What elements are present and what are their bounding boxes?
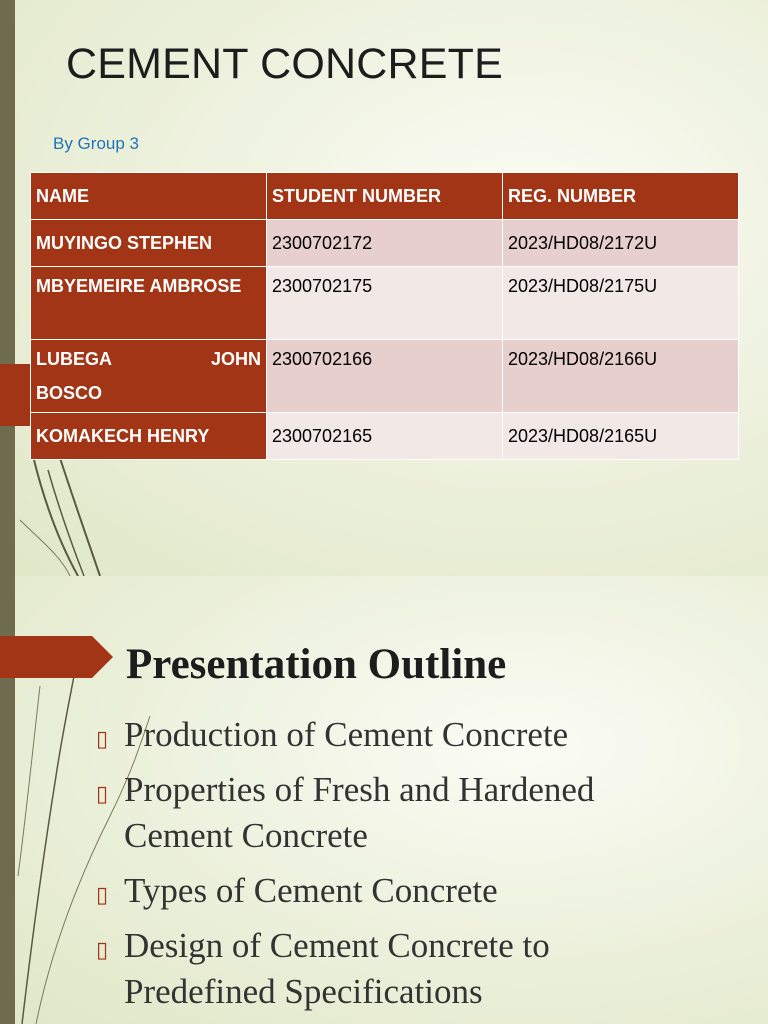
square-bullet-icon: ▯	[96, 782, 109, 807]
square-bullet-icon: ▯	[96, 938, 109, 963]
cell-name	[31, 340, 267, 413]
square-bullet-icon: ▯	[96, 883, 109, 908]
cell-student-number: 2300702175	[267, 267, 503, 340]
table-header-row	[31, 173, 739, 220]
slide-2	[0, 576, 768, 1024]
cell-reg-number: 2023/HD08/2175U	[503, 267, 739, 340]
outline-list	[96, 712, 696, 1024]
list-item	[96, 868, 696, 914]
list-item-text: Types of Cement Concrete	[124, 871, 498, 910]
slide-title: CEMENT CONCRETE	[66, 40, 504, 88]
students-table	[30, 172, 739, 460]
header-name: NAME	[31, 173, 267, 220]
header-student-number: STUDENT NUMBER	[267, 173, 503, 220]
cell-student-number: 2300702165	[267, 413, 503, 460]
cell-reg-number: 2023/HD08/2172U	[503, 220, 739, 267]
slide-marker-tab	[0, 364, 30, 426]
list-item-text: Design of Cement Concrete to Predefined Specifications	[124, 926, 550, 1011]
cell-student-number: 2300702172	[267, 220, 503, 267]
list-item	[96, 767, 696, 859]
list-item	[96, 712, 696, 758]
left-side-bar	[0, 0, 15, 576]
table-row	[31, 220, 739, 267]
list-item-text: Properties of Fresh and Hardened Cement Concrete	[124, 770, 595, 855]
cell-name: MUYINGO STEPHEN	[31, 220, 267, 267]
square-bullet-icon: ▯	[96, 727, 109, 752]
slide-marker-arrow	[0, 636, 113, 678]
slide-subtitle: By Group 3	[53, 134, 139, 153]
table-row	[31, 413, 739, 460]
cell-student-number: 2300702166	[267, 340, 503, 413]
list-item-text: Production of Cement Concrete	[124, 715, 569, 754]
cell-reg-number: 2023/HD08/2166U	[503, 340, 739, 413]
cell-name-line-2: BOSCO	[36, 383, 103, 403]
table-row	[31, 267, 739, 340]
cell-reg-number: 2023/HD08/2165U	[503, 413, 739, 460]
table-row	[31, 340, 739, 413]
cell-name: MBYEMEIRE AMBROSE	[31, 267, 267, 340]
header-reg-number: REG. NUMBER	[503, 173, 739, 220]
cell-name: KOMAKECH HENRY	[31, 413, 267, 460]
list-item	[96, 923, 696, 1015]
outline-title: Presentation Outline	[126, 641, 507, 688]
cell-name-line-1: LUBEGA JOHN	[36, 349, 261, 369]
